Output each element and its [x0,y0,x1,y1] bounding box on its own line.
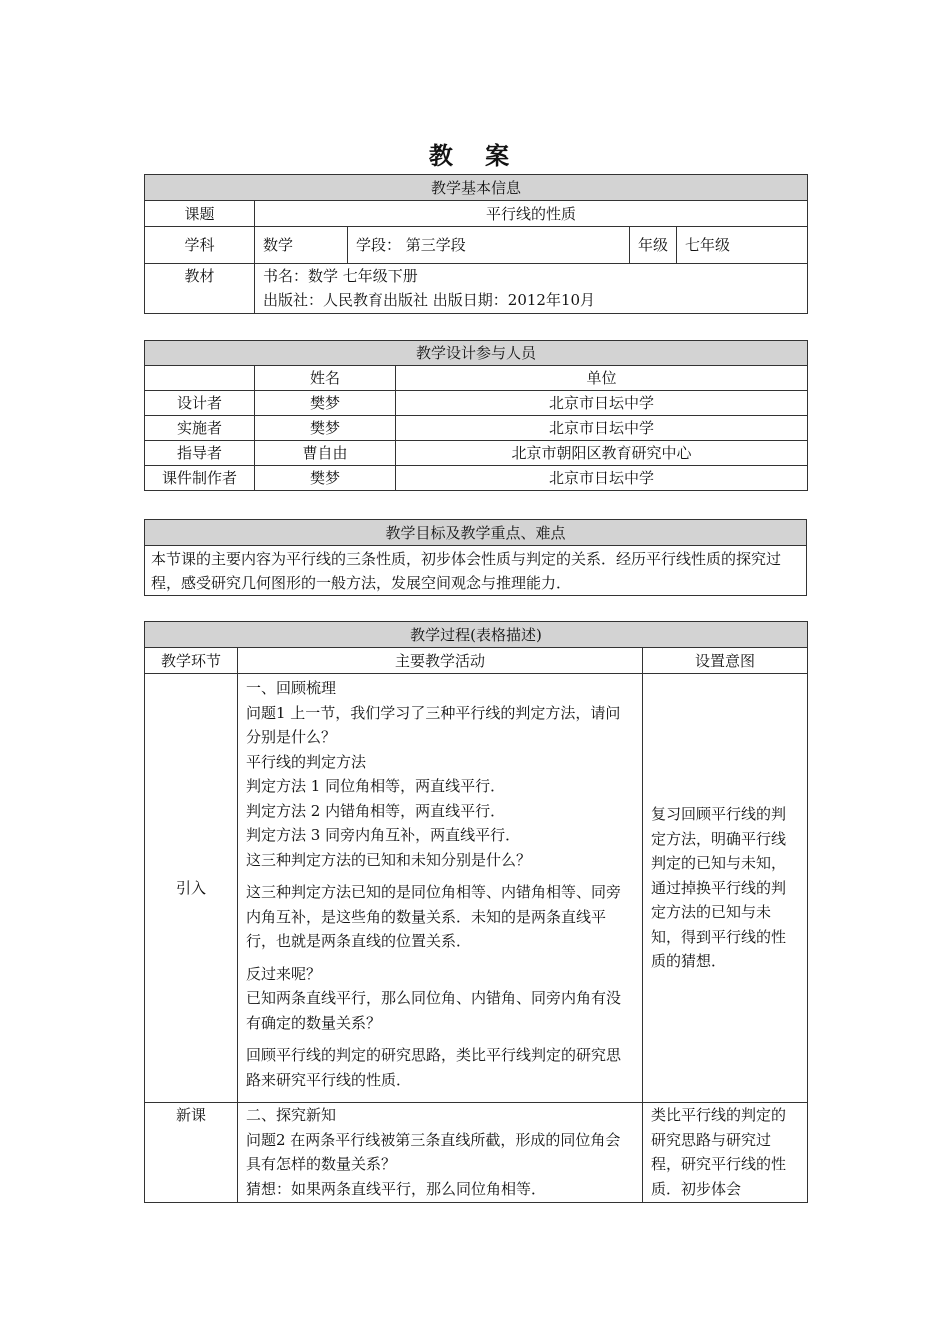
people-role: 课件制作者 [145,466,255,491]
intro-line: 判定方法 2 内错角相等，两直线平行． [246,801,506,820]
intro-line: 问题1 上一节，我们学习了三种平行线的判定方法，请问分别是什么？ [246,703,621,746]
stage-value: 学段： 第三学段 [348,227,630,264]
people-col-unit: 单位 [396,366,808,391]
basic-info-header: 教学基本信息 [145,175,808,201]
people-name: 樊梦 [255,416,396,441]
new-intent [643,1103,808,1203]
new-stage: 新课 [145,1103,238,1203]
people-name: 曹自由 [255,441,396,466]
people-header: 教学设计参与人员 [145,341,808,366]
process-col-activity: 主要教学活动 [238,648,643,674]
people-row [145,466,808,491]
people-role: 指导者 [145,441,255,466]
process-header: 教学过程(表格描述) [145,622,808,648]
textbook-label: 教材 [145,264,255,314]
textbook-info [255,264,808,314]
intro-line: 判定方法 1 同位角相等，两直线平行． [246,777,506,795]
intro-stage: 引入 [145,674,238,1103]
intro-line: 一、回顾梳理 [246,679,337,697]
people-unit: 北京市朝阳区教育研究中心 [396,441,808,466]
intro-paragraph: 这三种判定方法已知的是同位角相等、内错角相等、同旁内角互补，是这些角的数量关系．未知的是两条直线平行，也就是两条直线的位置关系． [246,883,622,950]
textbook-line-2: 出版社：人民教育出版社 出版日期：2012年10月 [263,291,596,309]
topic-value: 平行线的性质 [255,201,808,227]
intro-line: 判定方法 3 同旁内角互补，两直线平行． [246,826,521,844]
basic-info-table [144,174,808,314]
topic-label: 课题 [145,201,255,227]
new-activity [238,1103,643,1203]
subject-label: 学科 [145,227,255,264]
grade-value: 七年级 [677,227,808,264]
people-row [145,416,808,441]
people-name: 樊梦 [255,391,396,416]
subject-value: 数学 [255,227,348,264]
intro-line: 平行线的判定方法 [246,752,367,771]
process-row-intro [145,674,808,1103]
process-row-new [145,1103,808,1203]
process-col-stage: 教学环节 [145,648,238,674]
page-title: 教 案 [428,141,522,170]
intro-intent [643,674,808,1103]
people-unit: 北京市日坛中学 [396,466,808,491]
people-name: 樊梦 [255,466,396,491]
new-line: 猜想：如果两条直线平行，那么同位角相等． [246,1179,547,1198]
people-role-col-empty [145,366,255,391]
people-col-name: 姓名 [255,366,396,391]
intro-paragraph: 回顾平行线的判定的研究思路，类比平行线判定的研究思路来研究平行线的性质． [246,1046,622,1089]
people-table [144,340,808,491]
process-table [144,621,808,1203]
goals-header: 教学目标及教学重点、难点 [145,520,807,546]
intro-intent-text: 复习回顾平行线的判定方法，明确平行线判定的已知与未知，通过掉换平行线的判定方法的已知与未知，得到平行线的性质的猜想． [651,805,787,971]
new-intent-text: 类比平行线的判定的研究思路与研究过程，研究平行线的性质．初步体会 [651,1106,787,1198]
new-line: 二、探究新知 [246,1106,337,1124]
intro-activity [238,674,643,1103]
people-row [145,391,808,416]
people-role: 设计者 [145,391,255,416]
intro-line: 反过来呢？ [246,964,322,983]
people-role: 实施者 [145,416,255,441]
people-row [145,441,808,466]
goals-text: 本节课的主要内容为平行线的三条性质，初步体会性质与判定的关系．经历平行线性质的探究过程，感受研究几何图形的一般方法，发展空间观念与推理能力． [145,546,807,596]
people-unit: 北京市日坛中学 [396,416,808,441]
goals-table [144,519,807,596]
people-unit: 北京市日坛中学 [396,391,808,416]
textbook-line-1: 书名：数学 七年级下册 [263,267,418,285]
new-line: 问题2 在两条平行线被第三条直线所截，形成的同位角会具有怎样的数量关系？ [246,1130,621,1173]
grade-label: 年级 [630,227,677,264]
process-col-intent: 设置意图 [643,648,808,674]
intro-line: 这三种判定方法的已知和未知分别是什么？ [246,850,532,869]
intro-line: 已知两条直线平行，那么同位角、内错角、同旁内角有没有确定的数量关系？ [246,989,622,1032]
